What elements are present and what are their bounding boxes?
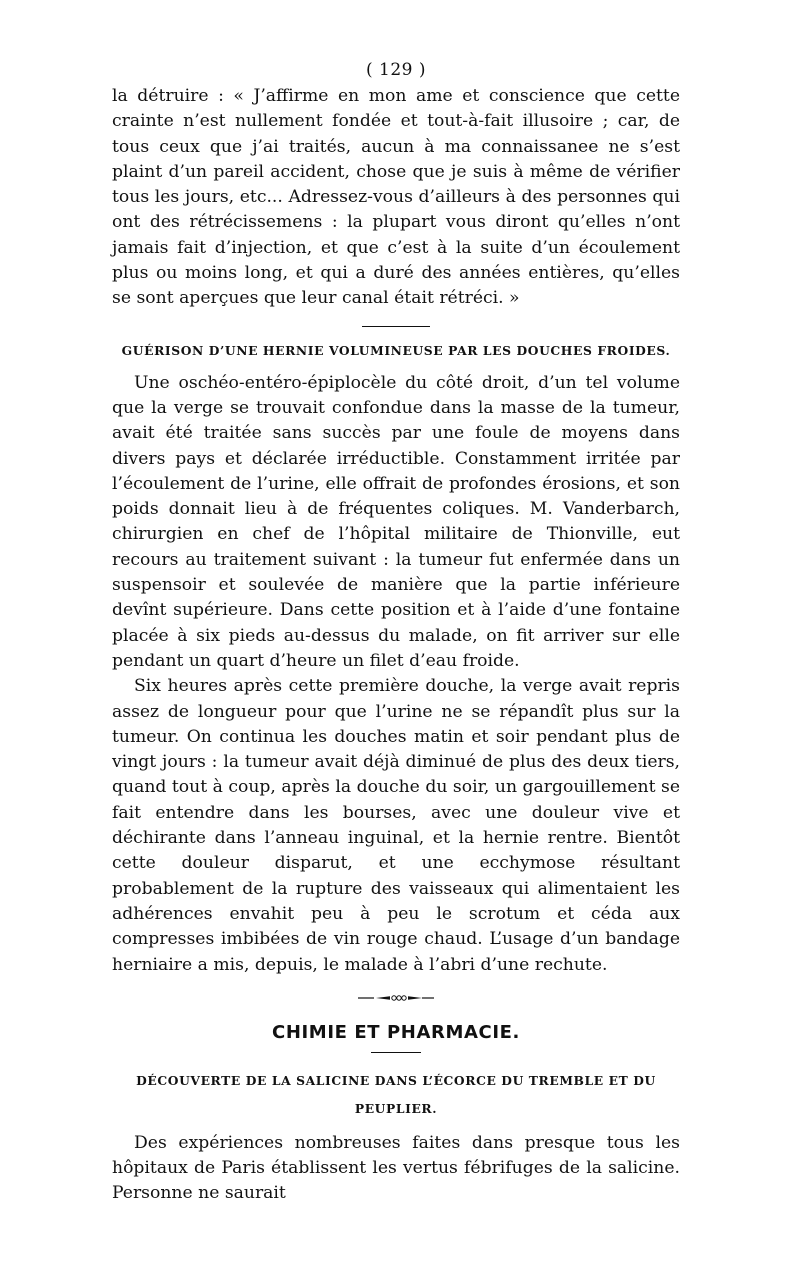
page-number: ( 129 ) xyxy=(365,60,427,80)
paragraph-salicine-1: Des expériences nombreuses faites dans presque tous les hôpitaux de Paris établissent les vertus fébrifuges de la salicine. Personne ne saurait xyxy=(112,1132,680,1204)
chapter-heading: CHIMIE ET PHARMACIE. xyxy=(272,1021,520,1043)
paragraph-hernie-1: Une oschéo-entéro-épiplocèle du côté droit, d’un tel volume que la verge se trouvait confondue dans la masse de la tumeur, avait été traitée sans succès par une foule de moyens dans divers pays et déclarée irréductible. Constamment irritée par l’écoulement de l’urine, elle offrait de profondes érosions, et son poids donnait lieu à de fréquentes coliques. M. Vanderbarch, chirurgien en chef de l’hôpital militaire de Thionville, eut recours au traitement suivant : la tumeur fut enfermée dans un suspensoir et soulevée de manière que la partie inférieure devînt supérieure. Dans cette position et à l’aide d’une fontaine placée à six pieds au-dessus du malade, on fit arriver sur elle pendant un quart d’heure un filet d’eau froide. xyxy=(112,372,680,671)
paragraph-hernie-2: Six heures après cette première douche, la verge avait repris assez de longueur pour que l’urine ne se répandît plus sur la tumeur. On continua les douches matin et soir pendant plus de vingt jours : la tumeur avait déjà diminué de plus des deux tiers, quand tout à coup, après la douche du soir, un gargouillement se fait entendre dans les bourses, avec une douleur vive et déchirante dans l’anneau inguinal, et la hernie rentre. Bientôt cette douleur disparut, et une ecchymose résultant probablement de la rupture des vaisseaux qui alimentaient les adhérences envahit peu à peu le scrotum et céda aux compresses imbibées de vin rouge chaud. L’usage d’un bandage herniaire a mis, depuis, le malade à l’abri d’une rechute. xyxy=(112,676,680,975)
ornament-divider xyxy=(112,992,680,1006)
book-page xyxy=(112,60,680,1207)
section-divider-rule xyxy=(362,326,430,327)
section-heading-salicine: DÉCOUVERTE DE LA SALICINE DANS L’ÉCORCE DU TREMBLE ET DU PEUPLIER. xyxy=(136,1072,656,1116)
ornament-dash-icon xyxy=(356,993,436,1003)
section-heading-hernie: GUÉRISON D’UNE HERNIE VOLUMINEUSE PAR LES DOUCHES FROIDES. xyxy=(121,342,671,358)
chapter-divider-rule xyxy=(371,1052,421,1053)
paragraph-continued: la détruire : « J’affirme en mon ame et conscience que cette crainte n’est nullement fondée et tout-à-fait illusoire ; car, de tous ceux que j’ai traités, aucun à ma connaissanee ne s’est plaint d’un pareil accident, chose que je suis à même de vérifier tous les jours, etc... Adressez-vous d’ailleurs à des personnes qui ont des rétrécissemens : la plupart vous diront qu’elles n’ont jamais fait d’injection, et que c’est à la suite d’un écoulement plus ou moins long, et qui a duré des années entières, qu’elles se sont aperçues que leur canal était rétréci. » xyxy=(112,86,680,309)
